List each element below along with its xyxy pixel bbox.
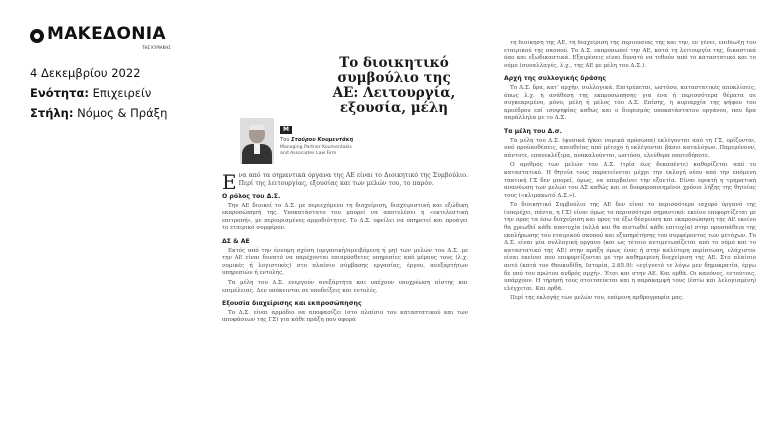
brand-logo[interactable] (30, 26, 170, 48)
brand-name: ΜΑΚΕΔΟΝΙΑ (47, 24, 166, 44)
article-paragraph: τη διοίκηση της ΑΕ, τη διαχείριση της περιουσίας της και την, εν γένει, επιδίωξη του εταιρικού της σκοπού. Το Δ.Σ. εκπροσωπεί την ΑΕ, κατά τη λειτουργία της, δικαστικά όσο και εξωδικαστικά. Εξαιρέσεις είναι δυνατό να τεθούν από το καταστατικό και το νόμο (συναλλαγές, λ.χ., της ΑΕ με μέλη του Δ.Σ.). (504, 40, 756, 69)
publication-date: 4 Δεκεμβρίου 2022 (30, 66, 141, 80)
byline-prefix: Του (280, 137, 290, 143)
author-name: Σταύρου Κουμεντάκη (291, 137, 354, 143)
byline (280, 137, 353, 145)
article-paragraph: Την ΑΕ διοικεί το Δ.Σ. με περιεχόμενο τη διαχείριση, διαχειριστική και εξώδικη εκπροσώπησή της. Υποκατάστατο του μπορεί να αποτελέσει η «εκτελεστική επιτροπή», με περιορισμένες αρμοδιότητες. Το Δ.Σ. οφείλει να υπηρετεί και προάγει το εταιρικό συμφέρον. (222, 202, 468, 232)
left-panel (0, 0, 205, 432)
article-paragraph: Τα μέλη του Δ.Σ. ενεργούν ανεξάρτητα και υπέχουν υποχρέωση πίστης και επιμέλειας. Δεν υπόκεινται σε υποδείξεις και εντολές. (222, 279, 468, 294)
author-photo (240, 118, 274, 164)
article-subheading: Αρχή της συλλογικής δράσης (504, 75, 607, 83)
article-body-left (222, 193, 468, 325)
article-paragraph: Εκτός από την έννομη σχέση (οργανική/αμειβόμενη ή μη) των μελών του Δ.Σ. με την ΑΕ είναι δυνατό να παρέχονται επιπρόσθετες υπηρεσίες από μέρους τους (λ.χ. νομικές ή λογιστικές) στο πλαίσιο σύμβασης εργασίας, έργου, ανεξαρτήτων υπηρεσιών ή εντολής. (222, 247, 468, 277)
column-value: Νόμος & Πράξη (77, 106, 168, 120)
article-paragraph: Τα μέλη του Δ.Σ. (φυσικά ή/και νομικά πρόσωπα) εκλέγονται από τη ΓΣ, ορίζονται, υπό προϋποθέσεις, απευθείας από μέτοχο ή εκλέγονται βάσει καταλόγων. Παρεμένουν, πάντοτε, επανεκλέξιμα, ανακαλούνται, ωστόσο, ελεύθερα οποτεδήποτε. (504, 137, 756, 159)
article-title: Το διοικητικό συμβούλιο της ΑΕ: Λειτουργία, εξουσία, μέλη (332, 55, 456, 116)
section-value: Επιχειρείν (92, 86, 152, 100)
article-paragraph: Το Δ.Σ. είναι αρμόδιο να αποφασίζει (στο πλαίσιο του καταστατικού και των αποφάσεων της ΓΣ) για κάθε πράξη που αφορά (222, 309, 468, 324)
article-subheading: Τα μέλη του Δ.σ. (504, 127, 562, 135)
article-column-left (222, 40, 468, 327)
brand-logo-icon (30, 29, 44, 43)
lead-dropcap: Ε (222, 170, 237, 194)
article-clipping (222, 40, 756, 432)
section-line (30, 86, 151, 100)
column-label: Στήλη: (30, 106, 74, 120)
article-subheading: Εξουσία διαχείρισης και εκπροσώπησης (222, 300, 362, 308)
article-paragraph: Το Δ.Σ. δρα, κατ' αρχήν, συλλογικά. Επιτρέπεται, ωστόσο, καταστατικές αποκλίσεις, όπως λ.χ. η ανάθεση της εκπροσώπησης για ένα ή περισσότερα θέματα σε συγκεκριμένο, μόνο, μέλη ή μέλος του Δ.Σ. Επίσης, η κυριαρχία της ψήφου του προέδρου επί ισοψηφίας καθώς και ο διορισμός υποκατάστατου οργάνου, που δρα παράλληλα με το Δ.Σ. (504, 84, 756, 122)
column-badge: M (280, 126, 292, 134)
column-line (30, 106, 167, 120)
article-subheading: ΔΣ & ΑΕ (222, 237, 250, 245)
article-lead (222, 170, 468, 194)
author-block (222, 124, 468, 172)
article-paragraph: Το διοικητικό Συμβούλιο της ΑΕ δεν είναι το περισσότερο ισχυρό όργανό της (υπερέχει, πάντα, η ΓΣ) είναι όμως το περισσότερο σημαντικό: εκείνο επιφορτίζεται με την προς τα έσω διαχείριση και προς τα έξω δέσμευση και εκπροσώπηση της ΑΕ εκείνο θα χρεωθεί κάθε αποτυχία (αλλά και θα πιστωθεί κάθε επιτυχία) στην προσπάθεια της εκπλήρωσης του εταιρικού σκοπού και εξυπηρέτησης του συμφέροντος των μετόχων. Το Δ.Σ. είναι μία συλλογική οργανο (και ως τέτοιο αντιμετωπίζεται από το νόμο και το καταστατικό της ΑΕ) στην πράξη όμως ένας ή στην καλύτερη περίπτωση, ελάχιστοι είναι εκείνοι που επιφορτίζονται με την καθημερινή διαχείριση της ΑΕ. Στο πλαίσιο αυτό (κατά τον Θουκυδίδη, Ιστορία, 2.65.9): «εγίγνετό τε λόγω μεν δημοκρατία, έργω δε υπό του πρώτου ανδρός αρχή». Έτσι και στην ΑΕ. Και ορθά. Οι κανόνες, εντούτοις, υπάρχουν. Η τήρησή τους στοιτσεύεται και η παράκαμψή τους (έστω και λελογισμένη) ελέγχεται. Και ορθά. (504, 202, 756, 292)
brand-subtitle: ΤΗΣ ΚΥΡΙΑΚΗΣ (142, 45, 171, 50)
article-column-right (504, 40, 756, 305)
article-subheading: Ο ρόλος του Δ.Σ. (222, 193, 281, 200)
article-paragraph: Ο αριθμός των μελών του Δ.Σ. (τρία έως δεκαπέντε) καθορίζεται από το καταστατικό. Η θητεία τους παρατείνεται μέχρι την εκλογή νέου από την επόμενη τακτική ΓΣ δεν μπορεί, όμως, να υπερβαίνει την εξαετία. Είναι εφικτή η τμηματική ανανέωση των μελών του ΔΣ καθώς και οι διαφοροποιημένοι χρόνοι λήξης της θητείας τους («κλιμακωτό Δ.Σ.»). (504, 162, 756, 199)
lead-text: να από τα σημαντικά όργανα της ΑΕ είναι το Διοικητικό της Συμβούλιο. Περί της λειτουργίας, εξουσίας και των μελών του, το παρόν. (238, 172, 468, 187)
author-role: Managing Partner Koumentakis and Associates Law Firm (280, 145, 352, 156)
article-paragraph: Περί της εκλογής των μελών του, επόμενη αρθρογραφία μας. (510, 295, 684, 302)
section-label: Ενότητα: (30, 86, 89, 100)
